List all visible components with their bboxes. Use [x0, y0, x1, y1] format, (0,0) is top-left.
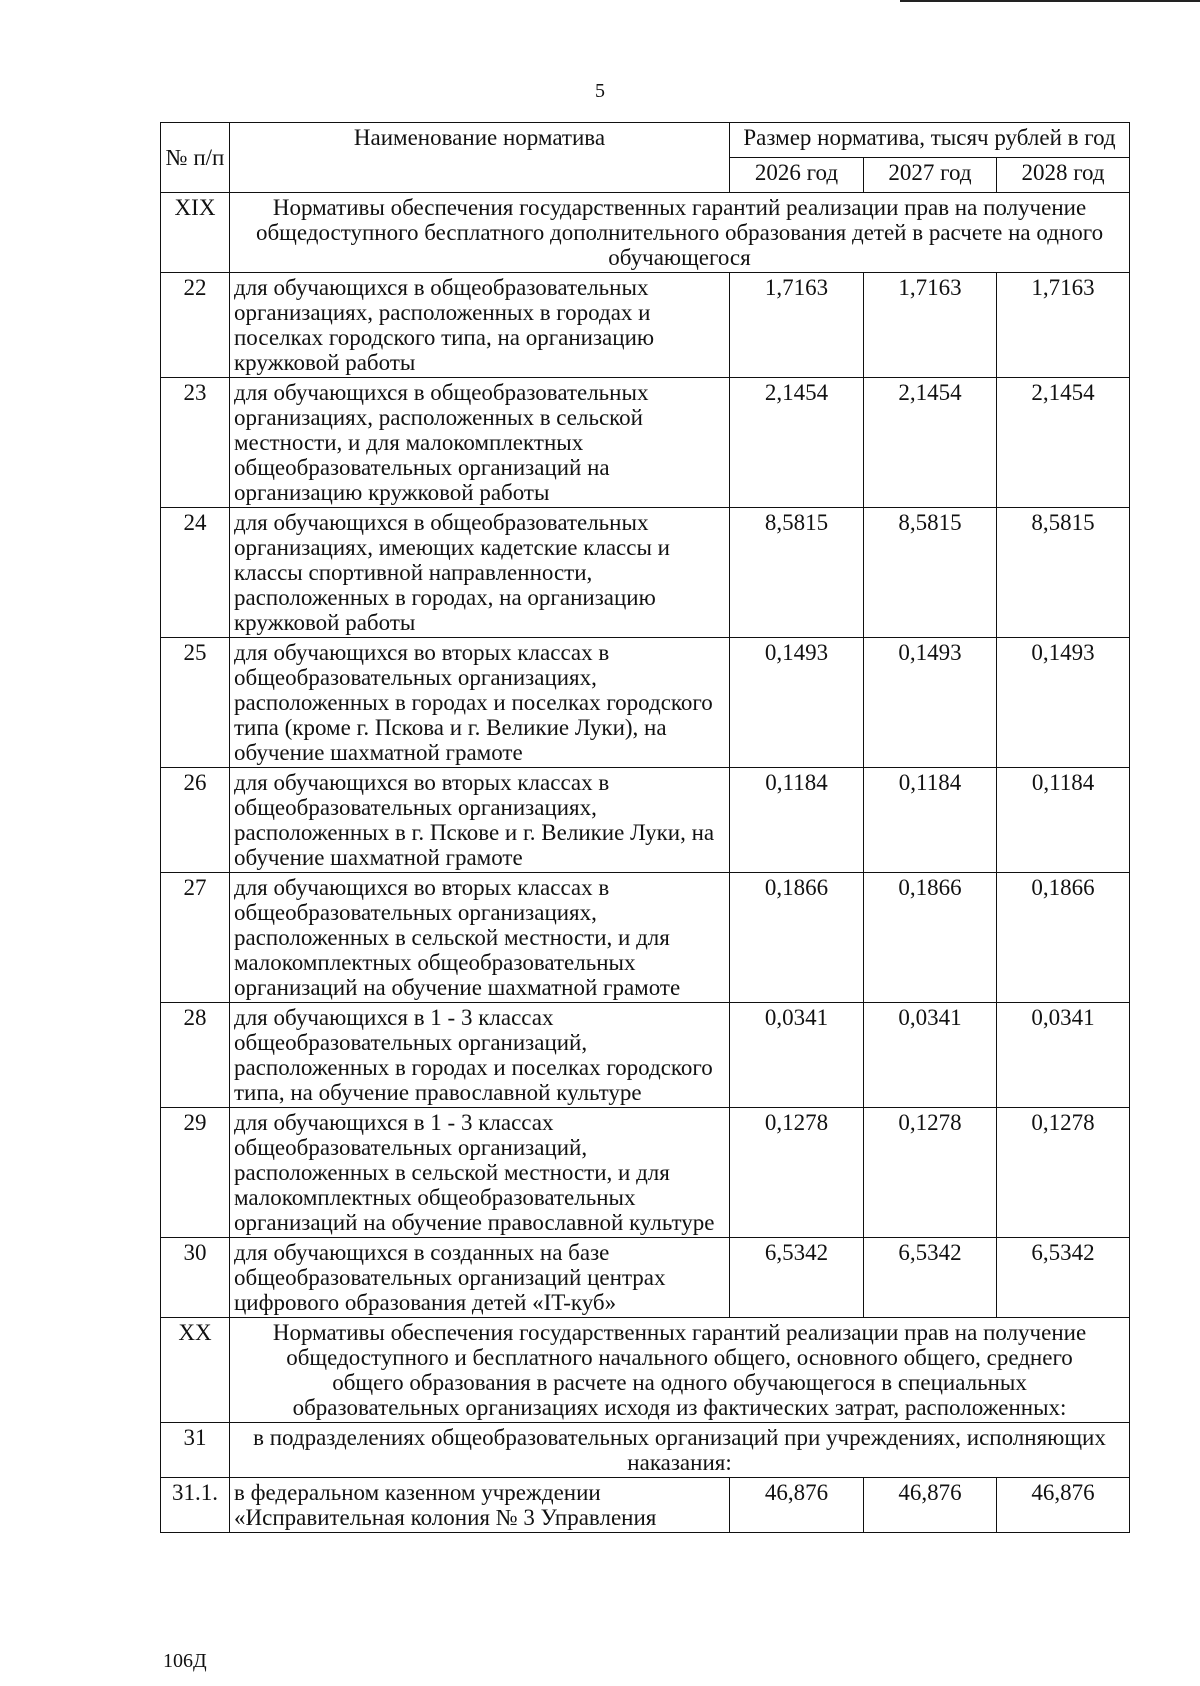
value-2028: 0,1184	[997, 768, 1130, 873]
value-2027: 0,1184	[864, 768, 997, 873]
row-number: 29	[161, 1108, 230, 1238]
table-row	[161, 508, 1130, 638]
row-number: 23	[161, 378, 230, 508]
section-title: Нормативы обеспечения государственных гарантий реализации прав на получение общедоступного и бесплатного начального общего, основного общего, среднего общего образования в расчете на одного обучающегося в специальных образовательных организациях исходя из фактических затрат, расположенных:	[230, 1318, 1130, 1423]
value-2026: 46,876	[730, 1478, 864, 1533]
value-2027: 1,7163	[864, 273, 997, 378]
table-row	[161, 1478, 1130, 1533]
subsection-title: в подразделениях общеобразовательных организаций при учреждениях, исполняющих наказания:	[230, 1423, 1130, 1478]
row-name: для обучающихся в созданных на базе общеобразовательных организаций центрах цифрового образования детей «IT-куб»	[230, 1238, 730, 1318]
page-number: 5	[595, 80, 605, 102]
value-2027: 2,1454	[864, 378, 997, 508]
row-number: 31	[161, 1423, 230, 1478]
document-code: 106Д	[163, 1650, 207, 1672]
value-2026: 2,1454	[730, 378, 864, 508]
value-2026: 0,1866	[730, 873, 864, 1003]
header-year-2028: 2028 год	[997, 158, 1130, 193]
row-number: 26	[161, 768, 230, 873]
value-2027: 0,1493	[864, 638, 997, 768]
row-name: для обучающихся во вторых классах в общеобразовательных организациях, расположенных в городах и поселках городского типа (кроме г. Пскова и г. Великие Луки), на обучение шахматной грамоте	[230, 638, 730, 768]
row-name: для обучающихся во вторых классах в общеобразовательных организациях, расположенных в сельской местности, и для малокомплектных общеобразовательных организаций на обучение шахматной грамоте	[230, 873, 730, 1003]
row-number: 22	[161, 273, 230, 378]
value-2027: 0,1278	[864, 1108, 997, 1238]
header-number: № п/п	[161, 123, 230, 193]
section-row-xx	[161, 1318, 1130, 1423]
value-2027: 8,5815	[864, 508, 997, 638]
header-year-2026: 2026 год	[730, 158, 864, 193]
value-2026: 0,0341	[730, 1003, 864, 1108]
row-number: 30	[161, 1238, 230, 1318]
value-2028: 0,1278	[997, 1108, 1130, 1238]
row-number: 31.1.	[161, 1478, 230, 1533]
row-name: для обучающихся в общеобразовательных организациях, расположенных в сельской местности, и для малокомплектных общеобразовательных организаций на организацию кружковой работы	[230, 378, 730, 508]
row-number: 24	[161, 508, 230, 638]
value-2028: 0,0341	[997, 1003, 1130, 1108]
table-row	[161, 1108, 1130, 1238]
value-2027: 6,5342	[864, 1238, 997, 1318]
table-row	[161, 378, 1130, 508]
row-name: для обучающихся во вторых классах в общеобразовательных организациях, расположенных в г. Пскове и г. Великие Луки, на обучение шахматной грамоте	[230, 768, 730, 873]
value-2028: 0,1493	[997, 638, 1130, 768]
row-name: для обучающихся в общеобразовательных организациях, имеющих кадетские классы и классы спортивной направленности, расположенных в городах, на организацию кружковой работы	[230, 508, 730, 638]
value-2028: 6,5342	[997, 1238, 1130, 1318]
row-name: для обучающихся в 1 - 3 классах общеобразовательных организаций, расположенных в сельской местности, и для малокомплектных общеобразовательных организаций на обучение православной культуре	[230, 1108, 730, 1238]
value-2026: 0,1278	[730, 1108, 864, 1238]
value-2026: 1,7163	[730, 273, 864, 378]
header-size: Размер норматива, тысяч рублей в год	[730, 123, 1130, 158]
value-2026: 0,1184	[730, 768, 864, 873]
section-row-xix	[161, 193, 1130, 273]
section-number: XIX	[161, 193, 230, 273]
value-2027: 0,0341	[864, 1003, 997, 1108]
value-2028: 0,1866	[997, 873, 1130, 1003]
value-2028: 2,1454	[997, 378, 1130, 508]
table-row	[161, 1238, 1130, 1318]
value-2026: 6,5342	[730, 1238, 864, 1318]
row-number: 28	[161, 1003, 230, 1108]
header-name: Наименование норматива	[230, 123, 730, 193]
table-row	[161, 273, 1130, 378]
table-row	[161, 873, 1130, 1003]
value-2028: 46,876	[997, 1478, 1130, 1533]
row-name: в федеральном казенном учреждении «Исправительная колония № 3 Управления	[230, 1478, 730, 1533]
section-number: XX	[161, 1318, 230, 1423]
value-2028: 1,7163	[997, 273, 1130, 378]
value-2026: 8,5815	[730, 508, 864, 638]
row-number: 25	[161, 638, 230, 768]
value-2026: 0,1493	[730, 638, 864, 768]
value-2027: 0,1866	[864, 873, 997, 1003]
header-year-2027: 2027 год	[864, 158, 997, 193]
row-number: 27	[161, 873, 230, 1003]
table-row	[161, 1003, 1130, 1108]
subsection-row-31	[161, 1423, 1130, 1478]
norms-table	[160, 122, 1130, 1533]
value-2027: 46,876	[864, 1478, 997, 1533]
value-2028: 8,5815	[997, 508, 1130, 638]
table-row	[161, 638, 1130, 768]
table-row	[161, 768, 1130, 873]
header-row-1	[161, 123, 1130, 158]
row-name: для обучающихся в 1 - 3 классах общеобразовательных организаций, расположенных в городах и поселках городского типа, на обучение православной культуре	[230, 1003, 730, 1108]
row-name: для обучающихся в общеобразовательных организациях, расположенных в городах и поселках городского типа, на организацию кружковой работы	[230, 273, 730, 378]
top-edge-line	[900, 0, 1200, 2]
section-title: Нормативы обеспечения государственных гарантий реализации прав на получение общедоступного бесплатного дополнительного образования детей в расчете на одного обучающегося	[230, 193, 1130, 273]
